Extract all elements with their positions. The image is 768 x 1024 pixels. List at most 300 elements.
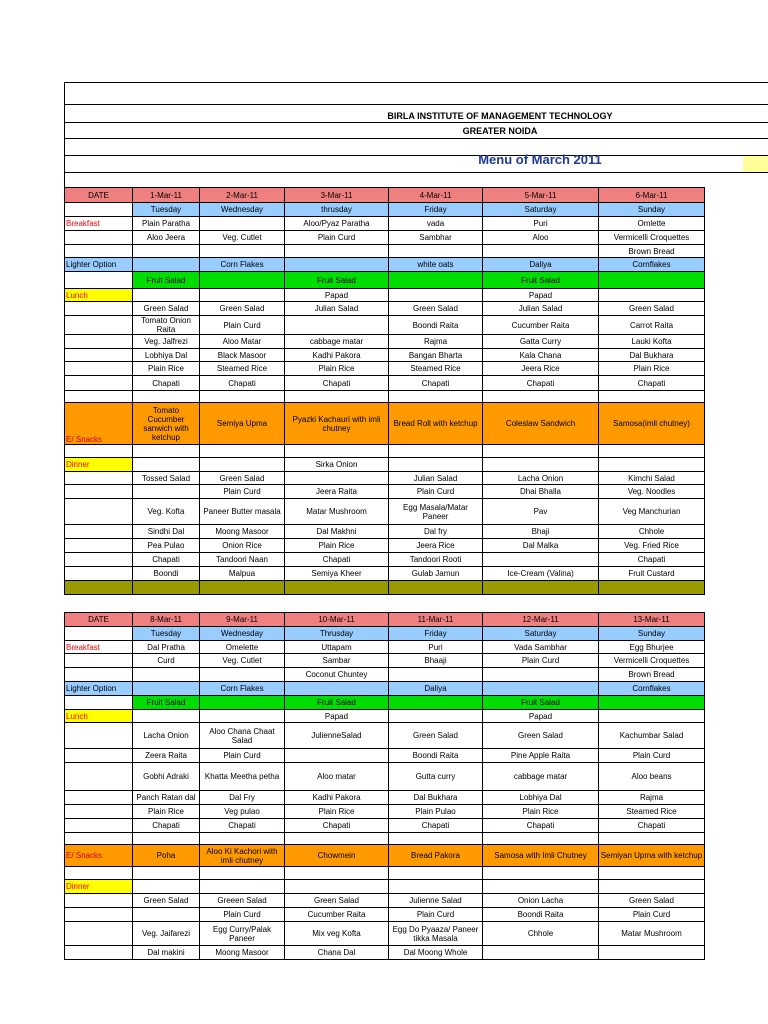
menu-cell xyxy=(133,908,200,922)
date-cell: 12-Mar-11 xyxy=(483,613,599,627)
menu-cell xyxy=(200,880,285,894)
menu-cell: Sambar xyxy=(285,654,389,668)
menu-cell: Brown Bread xyxy=(599,245,705,258)
dinner-row xyxy=(65,894,705,908)
day-cell: Sunday xyxy=(599,627,705,641)
menu-cell xyxy=(133,668,200,682)
menu-cell: Tandoori Naan xyxy=(200,553,285,567)
empty-cell xyxy=(65,946,133,960)
menu-cell: Lacha Onion xyxy=(483,472,599,485)
menu-cell: cabbage matar xyxy=(483,763,599,791)
date-cell: 4-Mar-11 xyxy=(389,188,483,203)
dinner-row xyxy=(65,499,705,525)
dinner-label: Dinner xyxy=(65,458,133,472)
menu-cell: Papad xyxy=(483,289,599,302)
lunch-row xyxy=(65,710,705,723)
menu-cell: Pea Pulao xyxy=(133,539,200,553)
lunch-row xyxy=(65,316,705,335)
empty-cell xyxy=(65,723,133,749)
dinner-row xyxy=(65,539,705,553)
menu-cell: Chapati xyxy=(133,376,200,391)
menu-cell xyxy=(285,682,389,696)
menu-cell: Steamed Rice xyxy=(599,805,705,819)
dinner-row xyxy=(65,485,705,499)
menu-cell xyxy=(133,880,200,894)
snacks-row xyxy=(65,403,705,445)
header-divider xyxy=(64,122,768,123)
menu-cell: Lobhiya Dal xyxy=(483,791,599,805)
menu-cell: Brown Bread xyxy=(599,668,705,682)
date-cell: 1-Mar-11 xyxy=(133,188,200,203)
menu-cell: Fruit Salad xyxy=(133,272,200,289)
empty-cell xyxy=(65,472,133,485)
empty-cell xyxy=(65,819,133,833)
empty-cell xyxy=(65,696,133,710)
menu-cell xyxy=(133,710,200,723)
menu-cell: Coconut Chuntey xyxy=(285,668,389,682)
menu-cell: Mix veg Kofta xyxy=(285,922,389,946)
dinner-row xyxy=(65,472,705,485)
menu-cell: Fruit Salad xyxy=(483,272,599,289)
date-cell: 9-Mar-11 xyxy=(200,613,285,627)
menu-cell xyxy=(389,272,483,289)
lunch-row xyxy=(65,749,705,763)
menu-cell: Fruit Salad xyxy=(133,696,200,710)
breakfast-row xyxy=(65,641,705,654)
menu-cell: Bread Pakora xyxy=(389,845,483,867)
date-cell: 11-Mar-11 xyxy=(389,613,483,627)
menu-cell: Lobhiya Dal xyxy=(133,349,200,362)
menu-cell: Veg. Cutlet xyxy=(200,231,285,245)
header-divider xyxy=(64,172,768,173)
empty-cell xyxy=(65,763,133,791)
empty-cell xyxy=(65,805,133,819)
day-cell: Thrusday xyxy=(285,627,389,641)
menu-cell: Egg Do Pyaaza/ Paneer tikka Masala xyxy=(389,922,483,946)
menu-cell: Gatta Curry xyxy=(483,335,599,349)
spacer-row xyxy=(65,391,705,403)
menu-cell: Chapati xyxy=(599,376,705,391)
menu-cell: Veg. Cutlet xyxy=(200,654,285,668)
menu-cell: Matar Mushroom xyxy=(285,499,389,525)
menu-cell xyxy=(200,217,285,231)
lighter-label: Lighter Option xyxy=(65,682,133,696)
menu-cell: Chapati xyxy=(285,376,389,391)
empty-cell xyxy=(65,245,133,258)
menu-cell: Chhole xyxy=(483,922,599,946)
lunch-row xyxy=(65,335,705,349)
menu-cell: Chapati xyxy=(389,819,483,833)
menu-cell: Fruit Custard xyxy=(599,567,705,581)
day-cell: Friday xyxy=(389,627,483,641)
menu-cell: Aloo/Pyaz Paratha xyxy=(285,217,389,231)
menu-cell: Jeera Rice xyxy=(483,362,599,376)
date-row xyxy=(65,613,705,627)
menu-cell: Aloo xyxy=(483,231,599,245)
menu-cell: Dhai Bhalla xyxy=(483,485,599,499)
lunch-label: Lunch xyxy=(65,710,133,723)
menu-cell xyxy=(599,696,705,710)
menu-cell: Gutta curry xyxy=(389,763,483,791)
menu-cell: Carrot Raita xyxy=(599,316,705,335)
menu-cell: Tomato Onion Raita xyxy=(133,316,200,335)
dinner-row xyxy=(65,567,705,581)
menu-cell: Uttapam xyxy=(285,641,389,654)
date-row xyxy=(65,188,705,203)
breakfast-row xyxy=(65,217,705,231)
empty-cell xyxy=(65,539,133,553)
menu-cell: Green Salad xyxy=(200,302,285,316)
day-row xyxy=(65,627,705,641)
menu-cell: Greeen Salad xyxy=(200,894,285,908)
menu-cell: Papad xyxy=(285,289,389,302)
menu-cell: Green Salad xyxy=(133,302,200,316)
menu-cell xyxy=(389,880,483,894)
menu-cell xyxy=(483,946,599,960)
menu-cell: Bangan Bharta xyxy=(389,349,483,362)
menu-cell: Veg. Jalfrezi xyxy=(133,335,200,349)
menu-cell: Plain Rice xyxy=(133,805,200,819)
lunch-row xyxy=(65,791,705,805)
menu-cell: Gulab Jamun xyxy=(389,567,483,581)
menu-cell: Green Salad xyxy=(285,894,389,908)
menu-cell: Dal Pratha xyxy=(133,641,200,654)
menu-cell: Egg Curry/Palak Paneer xyxy=(200,922,285,946)
menu-cell: Plain Rice xyxy=(285,362,389,376)
lunch-row xyxy=(65,819,705,833)
menu-cell: Chapati xyxy=(599,819,705,833)
lunch-label: Lunch xyxy=(65,289,133,302)
breakfast-label: Breakfast xyxy=(65,641,133,654)
menu-cell: Plain Rice xyxy=(285,805,389,819)
menu-cell: Pav xyxy=(483,499,599,525)
menu-cell: Coleslaw Sandwich xyxy=(483,403,599,445)
menu-cell: Panch Ratan dal xyxy=(133,791,200,805)
menu-cell: Papad xyxy=(285,710,389,723)
menu-cell: Corn Flakes xyxy=(200,682,285,696)
spacer-row xyxy=(65,833,705,845)
menu-cell: Vermicelli Croquettes xyxy=(599,231,705,245)
menu-cell: Boondi Raita xyxy=(389,316,483,335)
menu-cell: Steamed Rice xyxy=(389,362,483,376)
menu-cell: Veg. Fried Rice xyxy=(599,539,705,553)
menu-cell: Chowmein xyxy=(285,845,389,867)
empty-cell xyxy=(65,349,133,362)
menu-cell: Tomato Cucumber sanwich with ketchup xyxy=(133,403,200,445)
menu-cell: Chapati xyxy=(200,819,285,833)
empty-cell xyxy=(65,567,133,581)
menu-cell: Daliya xyxy=(483,258,599,272)
empty-cell xyxy=(65,231,133,245)
menu-cell xyxy=(200,272,285,289)
day-cell: Wednesday xyxy=(200,627,285,641)
menu-cell xyxy=(599,880,705,894)
menu-cell: Chhole xyxy=(599,525,705,539)
date-cell: 8-Mar-11 xyxy=(133,613,200,627)
empty-cell xyxy=(65,791,133,805)
menu-cell: Jeera Rice xyxy=(389,539,483,553)
menu-cell: Dal Bukhara xyxy=(389,791,483,805)
menu-cell: Sambhar xyxy=(389,231,483,245)
menu-cell: Bhaaji xyxy=(389,654,483,668)
day-cell: Friday xyxy=(389,203,483,217)
menu-cell: Kimchi Salad xyxy=(599,472,705,485)
menu-cell xyxy=(285,258,389,272)
day-cell: Sunday xyxy=(599,203,705,217)
menu-cell: Jeera Raita xyxy=(285,485,389,499)
day-cell: Saturday xyxy=(483,627,599,641)
date-cell: 5-Mar-11 xyxy=(483,188,599,203)
menu-cell: Dal Bukhara xyxy=(599,349,705,362)
menu-cell: Cucumber Raita xyxy=(483,316,599,335)
menu-cell: Rajma xyxy=(599,791,705,805)
menu-cell: Zeera Raita xyxy=(133,749,200,763)
snacks-label: E/ Snacks xyxy=(65,845,133,867)
menu-cell: Lauki Kofta xyxy=(599,335,705,349)
menu-cell: Bread Roll with ketchup xyxy=(389,403,483,445)
empty-cell xyxy=(65,335,133,349)
menu-cell xyxy=(285,749,389,763)
menu-cell xyxy=(200,289,285,302)
menu-cell: Plain Curd xyxy=(285,231,389,245)
menu-cell: Omlette xyxy=(599,217,705,231)
menu-cell: Veg pulao xyxy=(200,805,285,819)
menu-cell: Green Salad xyxy=(599,894,705,908)
empty-cell xyxy=(65,894,133,908)
menu-cell: Cornflakes xyxy=(599,258,705,272)
dinner-label: Dinner xyxy=(65,880,133,894)
menu-cell xyxy=(133,289,200,302)
menu-cell: Curd xyxy=(133,654,200,668)
menu-cell: Khatta Meetha petha xyxy=(200,763,285,791)
menu-cell: Plain Curd xyxy=(599,908,705,922)
menu-cell: Fruit Salad xyxy=(483,696,599,710)
menu-cell xyxy=(285,472,389,485)
menu-cell: Green Salad xyxy=(599,302,705,316)
menu-cell: Plain Rice xyxy=(599,362,705,376)
menu-cell: Boondi Raita xyxy=(389,749,483,763)
menu-cell: Egg Masala/Matar Paneer xyxy=(389,499,483,525)
day-cell: Tuesday xyxy=(133,203,200,217)
menu-cell xyxy=(133,458,200,472)
breakfast-row xyxy=(65,654,705,668)
lunch-row xyxy=(65,723,705,749)
lunch-row xyxy=(65,763,705,791)
menu-cell: Plain Curd xyxy=(200,485,285,499)
menu-cell: Malpua xyxy=(200,567,285,581)
menu-cell: Dal Makhni xyxy=(285,525,389,539)
fruit-row xyxy=(65,272,705,289)
menu-cell: Daliya xyxy=(389,682,483,696)
empty-cell xyxy=(65,485,133,499)
menu-cell: Julian Salad xyxy=(483,302,599,316)
menu-cell: Lacha Onion xyxy=(133,723,200,749)
week1-table xyxy=(64,187,705,595)
menu-cell: Kachumbar Salad xyxy=(599,723,705,749)
empty-cell xyxy=(65,654,133,668)
menu-cell: Matar Mushroom xyxy=(599,922,705,946)
empty-cell xyxy=(65,499,133,525)
menu-cell: Tossed Salad xyxy=(133,472,200,485)
menu-cell: Plain Rice xyxy=(483,805,599,819)
empty-cell xyxy=(65,203,133,217)
empty-cell xyxy=(65,362,133,376)
menu-cell: Paneer Butter masala xyxy=(200,499,285,525)
menu-cell: Vermicelli Croquettes xyxy=(599,654,705,668)
menu-cell: Dal Malka xyxy=(483,539,599,553)
menu-cell xyxy=(599,710,705,723)
menu-cell: Sirka Onion xyxy=(285,458,389,472)
menu-cell: Green Salad xyxy=(133,894,200,908)
menu-cell: Veg Manchurian xyxy=(599,499,705,525)
menu-cell: Rajma xyxy=(389,335,483,349)
menu-cell xyxy=(200,710,285,723)
breakfast-label: Breakfast xyxy=(65,217,133,231)
menu-cell: Plain Rice xyxy=(285,539,389,553)
menu-cell: Onion Rice xyxy=(200,539,285,553)
empty-cell xyxy=(65,272,133,289)
menu-cell: Poha xyxy=(133,845,200,867)
snacks-row xyxy=(65,845,705,867)
menu-cell: Cornflakes xyxy=(599,682,705,696)
menu-cell: Plain Rice xyxy=(133,362,200,376)
fruit-row xyxy=(65,696,705,710)
menu-cell: Omelette xyxy=(200,641,285,654)
dinner-row xyxy=(65,946,705,960)
menu-cell: Chapati xyxy=(483,819,599,833)
breakfast-row xyxy=(65,245,705,258)
menu-cell: Dal makini xyxy=(133,946,200,960)
menu-cell: Aloo Matar xyxy=(200,335,285,349)
dinner-row xyxy=(65,553,705,567)
menu-cell xyxy=(483,880,599,894)
menu-cell: Kadhi Pakora xyxy=(285,791,389,805)
menu-cell xyxy=(483,668,599,682)
menu-cell: Ice-Cream (Valina) xyxy=(483,567,599,581)
menu-cell: Tandoori Rooti xyxy=(389,553,483,567)
spacer-row xyxy=(65,445,705,458)
menu-cell xyxy=(133,682,200,696)
menu-cell: Puri xyxy=(389,641,483,654)
menu-cell: Corn Flakes xyxy=(200,258,285,272)
menu-cell xyxy=(483,245,599,258)
menu-cell xyxy=(389,458,483,472)
menu-cell: Pyazki Kachauri with imli chutney xyxy=(285,403,389,445)
header-divider xyxy=(64,138,768,139)
menu-cell: Chapati xyxy=(133,553,200,567)
menu-cell xyxy=(389,245,483,258)
separator-row xyxy=(65,581,705,595)
menu-cell: JulienneSalad xyxy=(285,723,389,749)
menu-cell: Julian Salad xyxy=(389,472,483,485)
menu-cell: white oats xyxy=(389,258,483,272)
date-label: DATE xyxy=(65,188,133,203)
lunch-row xyxy=(65,289,705,302)
spacer-row xyxy=(65,867,705,880)
lighter-row xyxy=(65,682,705,696)
day-row xyxy=(65,203,705,217)
menu-cell: Plain Curd xyxy=(200,749,285,763)
menu-cell: Chapati xyxy=(133,819,200,833)
menu-cell: Semiyan Upma with ketchup xyxy=(599,845,705,867)
menu-cell: Plain Curd xyxy=(599,749,705,763)
menu-cell xyxy=(285,316,389,335)
lighter-label: Lighter Option xyxy=(65,258,133,272)
menu-cell xyxy=(200,668,285,682)
menu-cell: Moong Masoor xyxy=(200,946,285,960)
menu-cell: Veg. Kofta xyxy=(133,499,200,525)
empty-cell xyxy=(65,627,133,641)
menu-cell xyxy=(389,289,483,302)
menu-cell: Plain Curd xyxy=(483,654,599,668)
menu-cell: Puri xyxy=(483,217,599,231)
menu-cell: Semiya Kheer xyxy=(285,567,389,581)
date-cell: 6-Mar-11 xyxy=(599,188,705,203)
menu-cell: Samosa with Imli Chutney xyxy=(483,845,599,867)
menu-cell: cabbage matar xyxy=(285,335,389,349)
menu-cell: Vada Sambhar xyxy=(483,641,599,654)
menu-cell: Plain Curd xyxy=(389,908,483,922)
empty-cell xyxy=(65,376,133,391)
day-cell: Saturday xyxy=(483,203,599,217)
menu-cell: Aloo beans xyxy=(599,763,705,791)
menu-cell: Boondi Raita xyxy=(483,908,599,922)
menu-cell: Sindhi Dal xyxy=(133,525,200,539)
menu-cell: Chana Dal xyxy=(285,946,389,960)
menu-cell: Fruit Salad xyxy=(285,696,389,710)
title-highlight xyxy=(743,156,768,172)
menu-cell: Chapati xyxy=(389,376,483,391)
menu-cell: Onion Lacha xyxy=(483,894,599,908)
lunch-row xyxy=(65,349,705,362)
menu-cell: Dal Moong Whole xyxy=(389,946,483,960)
menu-cell: Plain Curd xyxy=(200,908,285,922)
menu-cell xyxy=(599,946,705,960)
menu-cell: Chapati xyxy=(483,376,599,391)
menu-cell xyxy=(133,485,200,499)
lunch-row xyxy=(65,805,705,819)
dinner-row xyxy=(65,922,705,946)
snacks-label: E/ Snacks xyxy=(65,403,133,445)
menu-cell: Kala Chana xyxy=(483,349,599,362)
menu-cell: Cucumber Raita xyxy=(285,908,389,922)
date-label: DATE xyxy=(65,613,133,627)
date-cell: 3-Mar-11 xyxy=(285,188,389,203)
menu-cell xyxy=(389,668,483,682)
empty-cell xyxy=(65,668,133,682)
header-divider xyxy=(64,104,768,105)
menu-cell xyxy=(285,880,389,894)
menu-cell: Dal fry xyxy=(389,525,483,539)
dinner-row xyxy=(65,458,705,472)
menu-cell: Veg. Noodles xyxy=(599,485,705,499)
menu-cell: Boondi xyxy=(133,567,200,581)
menu-cell: Dal Fry xyxy=(200,791,285,805)
date-cell: 13-Mar-11 xyxy=(599,613,705,627)
institute-location: GREATER NOIDA xyxy=(462,126,538,136)
empty-cell xyxy=(65,922,133,946)
menu-cell: Plain Paratha xyxy=(133,217,200,231)
menu-cell xyxy=(483,682,599,696)
menu-cell xyxy=(389,696,483,710)
menu-cell: Moong Masoor xyxy=(200,525,285,539)
lunch-row xyxy=(65,362,705,376)
menu-cell: Fruit Salad xyxy=(285,272,389,289)
breakfast-row xyxy=(65,668,705,682)
menu-cell: Papad xyxy=(483,710,599,723)
menu-cell: Gobhi Adraki xyxy=(133,763,200,791)
lunch-row xyxy=(65,302,705,316)
